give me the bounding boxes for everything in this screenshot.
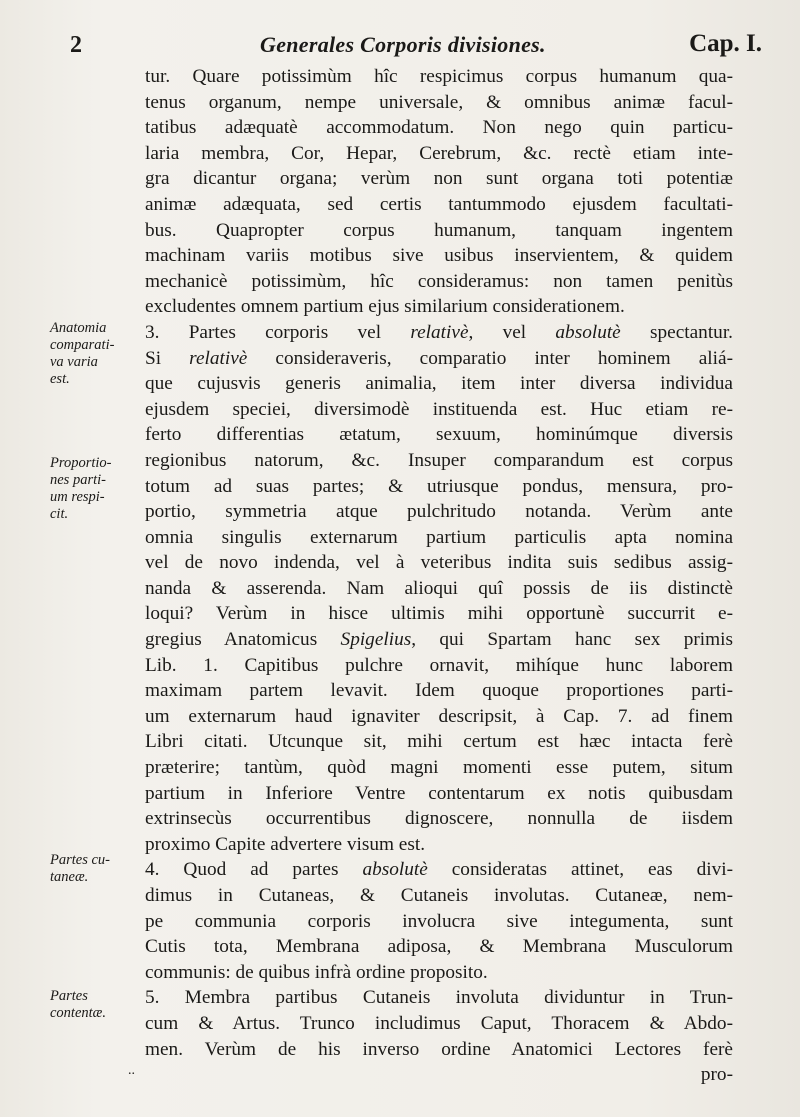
running-header [70,30,772,66]
text-line [145,218,733,244]
running-title: Generales Corporis divisiones. [260,32,546,57]
text-line [145,269,733,295]
text-line [145,704,733,730]
text-run: um externarum haud ignaviter descripsit, à Cap. 7. ad finem [145,705,733,727]
text-line [145,806,733,832]
margin-note-line: nes parti- [50,472,106,488]
text-line [145,1037,733,1063]
margin-note-contentae [50,988,132,1022]
text-run: , vel [468,321,556,343]
text-run: 3. Partes corporis vel [145,321,411,343]
text-run: pe communia corporis involucra sive integumenta, sunt [145,910,733,932]
text-line [145,1062,733,1088]
text-run: 4. Quod ad partes [145,859,363,881]
text-run: spectantur. [620,321,733,343]
text-run: machinam variis motibus sive usibus inservientem, & quidem [145,245,733,267]
text-line [145,601,733,627]
text-line [145,934,733,960]
margin-note-anatomia [50,320,132,388]
text-line [145,474,733,500]
text-line [145,294,733,320]
text-run: gra dicantur organa; verùm non sunt organa toti potentiæ [145,168,733,190]
text-line [145,90,733,116]
italic-term: absolutè [555,321,621,343]
text-line [145,115,733,141]
margin-note-line: Partes [50,988,88,1004]
body-text [145,64,733,1088]
text-run: ferto differentias ætatum, sexuum, hominúmque diversis [145,424,733,446]
text-run: dimus in Cutaneas, & Cutaneis involutas. Cutaneæ, nem- [145,885,733,906]
text-run: laria membra, Cor, Hepar, Cerebrum, &c. rectè etiam inte- [145,142,733,164]
text-run: præterire; tantùm, quòd magni momenti esse putem, situm [145,757,733,779]
text-line [145,883,733,909]
text-run: Libri citati. Utcunque sit, mihi certum est hæc intacta ferè [145,731,733,753]
text-run: 5. Membra partibus Cutaneis involuta dividuntur in Trun- [145,987,733,1009]
text-line [145,857,733,883]
text-line [145,576,733,602]
text-run: totum ad suas partes; & utriusque pondus, mensura, pro- [145,475,733,497]
text-run: animæ adæquata, sed certis tantummodo ejusdem facultati- [145,193,733,215]
text-run: maximam partem levavit. Idem quoque proportiones parti- [145,680,733,702]
text-run: omnia singulis externarum partium particulis apta nomina [145,526,733,548]
margin-note-proportiones [50,455,132,523]
margin-note-line: Partes cu- [50,852,110,868]
margin-note-line: comparati- [50,337,115,353]
text-run: mechanicè potissimùm, hîc consideramus: non tamen penitùs [145,270,733,292]
text-run: partium in Inferiore Ventre contentarum ex notis quibusdam [145,782,733,804]
margin-note-line: cit. [50,506,69,522]
margin-note-line: est. [50,371,70,387]
signature-mark: .. [128,1063,135,1078]
text-run: consideratas attinet, eas divi- [427,859,733,881]
italic-term: relativè [410,321,469,343]
text-run: pro- [700,1064,733,1086]
text-run: ejusdem speciei, diversimodè instituenda est. Huc etiam re- [145,398,733,420]
text-run: communis: de quibus infrà ordine proposito. [145,961,488,983]
text-line [145,448,733,474]
margin-note-line: Anatomia [50,320,107,336]
page-number: 2 [70,32,82,58]
text-run: que cujusvis generis animalia, item inter diversa individua [145,373,733,395]
text-run: Cutis tota, Membrana adiposa, & Membrana Musculorum [145,936,733,958]
text-run: regionibus natorum, &c. Insuper comparandum est corpus [145,449,733,471]
text-line [145,320,733,346]
text-run: , qui Spartam hanc sex primis [411,629,733,651]
text-run: bus. Quapropter corpus humanum, tanquam ingentem [145,219,733,241]
text-line [145,960,733,986]
text-run: men. Verùm de his inverso ordine Anatomici Lectores ferè [145,1038,733,1060]
text-line [145,525,733,551]
text-run: consideraveris, comparatio inter hominem aliá- [247,347,733,369]
text-line [145,371,733,397]
text-run: nanda & asserenda. Nam alioqui quî possis de iis distinctè [145,577,733,599]
margin-note-line: um respi- [50,489,105,505]
text-run: Si [145,347,190,369]
text-line [145,1011,733,1037]
text-line [145,985,733,1011]
text-run: vel de novo indenda, vel à veteribus indita suis sedibus assig- [145,552,733,574]
text-run: loqui? Verùm in hisce ultimis mihi opportunè succurrit e- [145,603,733,625]
text-run: proximo Capite advertere visum est. [145,833,426,855]
text-run: extrinsecùs occurrentibus dignoscere, nonnulla de iisdem [145,808,733,830]
text-line [145,653,733,679]
text-run: tatibus adæquatè accommodatum. Non nego quin particu- [145,117,733,139]
text-run: cum & Artus. Trunco includimus Caput, Thoracem & Abdo- [145,1012,733,1034]
text-run: portio, symmetria atque pulchritudo notanda. Verùm ante [145,501,733,523]
text-line [145,346,733,372]
text-line [145,397,733,423]
text-run: excludentes omnem partium ejus similarium considerationem. [145,296,625,318]
text-line [145,729,733,755]
text-line [145,678,733,704]
text-line [145,909,733,935]
italic-term: Spigelius [340,629,412,651]
margin-note-cutaneae [50,852,132,886]
margin-note-line: taneæ. [50,869,89,885]
text-line [145,64,733,90]
italic-term: relativè [189,347,248,369]
italic-term: absolutè [362,859,428,881]
margin-note-line: Proportio- [50,455,112,471]
text-line [145,243,733,269]
text-line [145,499,733,525]
margin-note-line: contentæ. [50,1005,106,1021]
margin-note-line: va varia [50,354,98,370]
text-line [145,166,733,192]
text-line [145,141,733,167]
text-line [145,755,733,781]
text-line [145,550,733,576]
text-line [145,192,733,218]
text-line [145,627,733,653]
text-line [145,832,733,858]
text-run: gregius Anatomicus [145,629,341,651]
text-line [145,422,733,448]
text-run: tur. Quare potissimùm hîc respicimus corpus humanum qua- [145,66,733,87]
text-line [145,781,733,807]
text-run: Lib. 1. Capitibus pulchre ornavit, mihíque hunc laborem [145,654,733,676]
chapter-label: Cap. I. [689,30,762,57]
text-run: tenus organum, nempe universale, & omnibus animæ facul- [145,91,733,113]
